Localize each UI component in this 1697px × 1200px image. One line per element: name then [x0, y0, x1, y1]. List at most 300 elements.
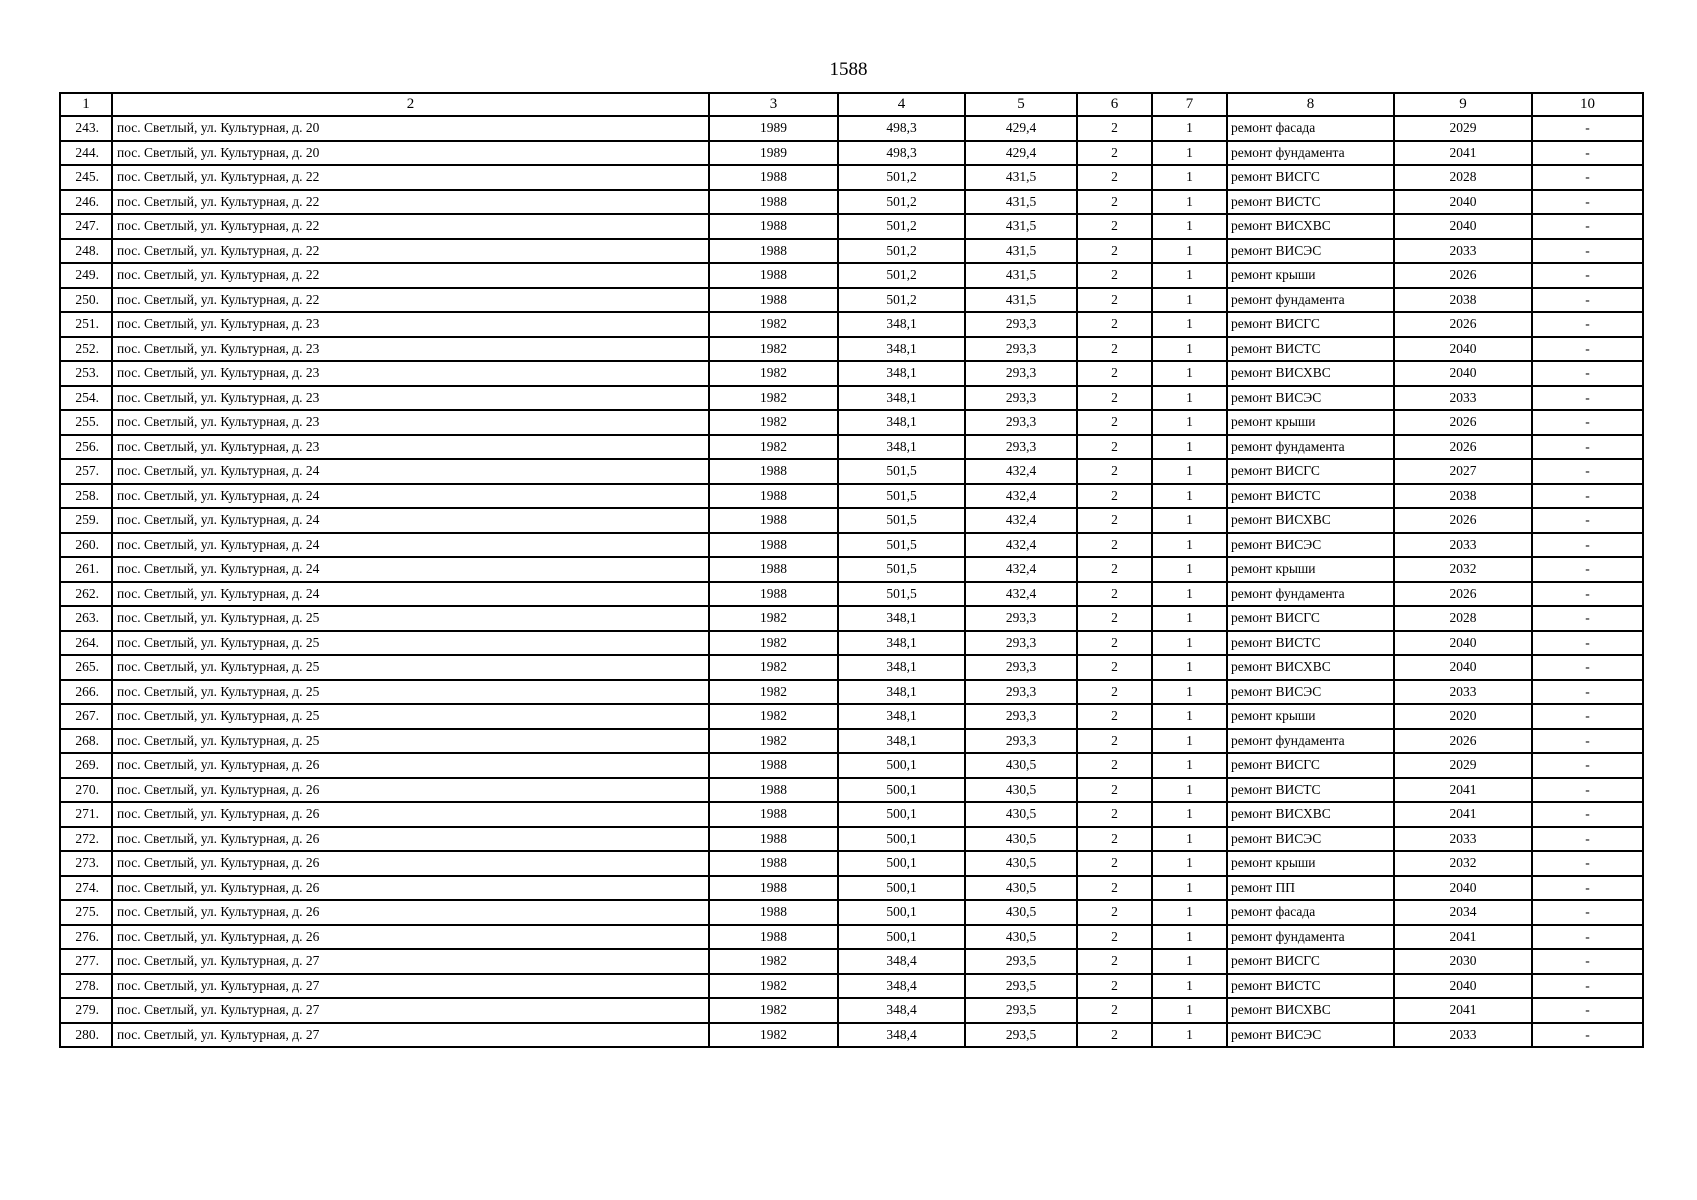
note-cell: - — [1532, 753, 1643, 778]
floors-cell: 2 — [1077, 753, 1152, 778]
entrances-cell: 1 — [1152, 925, 1227, 950]
address-cell: пос. Светлый, ул. Культурная, д. 27 — [112, 974, 709, 999]
note-cell: - — [1532, 165, 1643, 190]
floors-cell: 2 — [1077, 190, 1152, 215]
total-area-cell: 348,1 — [838, 386, 965, 411]
entrances-cell: 1 — [1152, 116, 1227, 141]
row-number-cell: 265. — [60, 655, 112, 680]
note-cell: - — [1532, 827, 1643, 852]
work-type-cell: ремонт ВИСТС — [1227, 337, 1394, 362]
planned-year-cell: 2040 — [1394, 190, 1532, 215]
note-cell: - — [1532, 435, 1643, 460]
entrances-cell: 1 — [1152, 508, 1227, 533]
table-row — [60, 508, 1643, 533]
total-area-cell: 348,1 — [838, 704, 965, 729]
year-built-cell: 1988 — [709, 508, 838, 533]
row-number-cell: 274. — [60, 876, 112, 901]
row-number-cell: 279. — [60, 998, 112, 1023]
year-built-cell: 1988 — [709, 827, 838, 852]
row-number-cell: 255. — [60, 410, 112, 435]
entrances-cell: 1 — [1152, 1023, 1227, 1048]
entrances-cell: 1 — [1152, 753, 1227, 778]
work-type-cell: ремонт ВИСХВС — [1227, 802, 1394, 827]
living-area-cell: 430,5 — [965, 753, 1077, 778]
planned-year-cell: 2040 — [1394, 655, 1532, 680]
year-built-cell: 1988 — [709, 778, 838, 803]
entrances-cell: 1 — [1152, 141, 1227, 166]
row-number-cell: 260. — [60, 533, 112, 558]
living-area-cell: 293,3 — [965, 410, 1077, 435]
total-area-cell: 501,5 — [838, 533, 965, 558]
table-row — [60, 876, 1643, 901]
address-cell: пос. Светлый, ул. Культурная, д. 27 — [112, 998, 709, 1023]
table-row — [60, 361, 1643, 386]
planned-year-cell: 2033 — [1394, 827, 1532, 852]
work-type-cell: ремонт ВИСТС — [1227, 631, 1394, 656]
year-built-cell: 1982 — [709, 631, 838, 656]
total-area-cell: 500,1 — [838, 851, 965, 876]
entrances-cell: 1 — [1152, 827, 1227, 852]
row-number-cell: 270. — [60, 778, 112, 803]
row-number-cell: 247. — [60, 214, 112, 239]
entrances-cell: 1 — [1152, 263, 1227, 288]
note-cell: - — [1532, 655, 1643, 680]
table-row — [60, 729, 1643, 754]
entrances-cell: 1 — [1152, 312, 1227, 337]
note-cell: - — [1532, 778, 1643, 803]
row-number-cell: 258. — [60, 484, 112, 509]
address-cell: пос. Светлый, ул. Культурная, д. 26 — [112, 925, 709, 950]
table-row — [60, 925, 1643, 950]
planned-year-cell: 2041 — [1394, 802, 1532, 827]
planned-year-cell: 2041 — [1394, 998, 1532, 1023]
table-row — [60, 851, 1643, 876]
column-header: 10 — [1532, 93, 1643, 116]
work-type-cell: ремонт ВИСЭС — [1227, 1023, 1394, 1048]
living-area-cell: 293,3 — [965, 631, 1077, 656]
total-area-cell: 500,1 — [838, 827, 965, 852]
floors-cell: 2 — [1077, 141, 1152, 166]
row-number-cell: 261. — [60, 557, 112, 582]
table-row — [60, 533, 1643, 558]
note-cell: - — [1532, 484, 1643, 509]
year-built-cell: 1982 — [709, 704, 838, 729]
planned-year-cell: 2038 — [1394, 484, 1532, 509]
work-type-cell: ремонт ВИСЭС — [1227, 386, 1394, 411]
year-built-cell: 1982 — [709, 729, 838, 754]
address-cell: пос. Светлый, ул. Культурная, д. 22 — [112, 214, 709, 239]
address-cell: пос. Светлый, ул. Культурная, д. 23 — [112, 386, 709, 411]
year-built-cell: 1982 — [709, 998, 838, 1023]
floors-cell: 2 — [1077, 435, 1152, 460]
planned-year-cell: 2038 — [1394, 288, 1532, 313]
total-area-cell: 501,2 — [838, 165, 965, 190]
floors-cell: 2 — [1077, 288, 1152, 313]
row-number-cell: 253. — [60, 361, 112, 386]
column-header: 7 — [1152, 93, 1227, 116]
row-number-cell: 254. — [60, 386, 112, 411]
table-row — [60, 484, 1643, 509]
floors-cell: 2 — [1077, 337, 1152, 362]
note-cell: - — [1532, 1023, 1643, 1048]
entrances-cell: 1 — [1152, 239, 1227, 264]
planned-year-cell: 2034 — [1394, 900, 1532, 925]
work-type-cell: ремонт фасада — [1227, 900, 1394, 925]
address-cell: пос. Светлый, ул. Культурная, д. 25 — [112, 655, 709, 680]
floors-cell: 2 — [1077, 704, 1152, 729]
address-cell: пос. Светлый, ул. Культурная, д. 25 — [112, 631, 709, 656]
note-cell: - — [1532, 974, 1643, 999]
total-area-cell: 500,1 — [838, 802, 965, 827]
floors-cell: 2 — [1077, 851, 1152, 876]
floors-cell: 2 — [1077, 631, 1152, 656]
living-area-cell: 432,4 — [965, 533, 1077, 558]
address-cell: пос. Светлый, ул. Культурная, д. 22 — [112, 190, 709, 215]
total-area-cell: 348,4 — [838, 998, 965, 1023]
work-type-cell: ремонт ВИСЭС — [1227, 680, 1394, 705]
entrances-cell: 1 — [1152, 998, 1227, 1023]
address-cell: пос. Светлый, ул. Культурная, д. 22 — [112, 165, 709, 190]
floors-cell: 2 — [1077, 386, 1152, 411]
note-cell: - — [1532, 631, 1643, 656]
total-area-cell: 348,1 — [838, 337, 965, 362]
work-type-cell: ремонт крыши — [1227, 704, 1394, 729]
year-built-cell: 1988 — [709, 263, 838, 288]
floors-cell: 2 — [1077, 655, 1152, 680]
row-number-cell: 257. — [60, 459, 112, 484]
entrances-cell: 1 — [1152, 459, 1227, 484]
row-number-cell: 246. — [60, 190, 112, 215]
living-area-cell: 293,3 — [965, 435, 1077, 460]
year-built-cell: 1982 — [709, 680, 838, 705]
address-cell: пос. Светлый, ул. Культурная, д. 26 — [112, 802, 709, 827]
year-built-cell: 1982 — [709, 1023, 838, 1048]
column-header: 5 — [965, 93, 1077, 116]
address-cell: пос. Светлый, ул. Культурная, д. 24 — [112, 533, 709, 558]
year-built-cell: 1988 — [709, 288, 838, 313]
planned-year-cell: 2029 — [1394, 753, 1532, 778]
work-type-cell: ремонт ВИСЭС — [1227, 239, 1394, 264]
total-area-cell: 500,1 — [838, 925, 965, 950]
table-row — [60, 1023, 1643, 1048]
entrances-cell: 1 — [1152, 802, 1227, 827]
year-built-cell: 1982 — [709, 655, 838, 680]
floors-cell: 2 — [1077, 925, 1152, 950]
year-built-cell: 1982 — [709, 410, 838, 435]
entrances-cell: 1 — [1152, 974, 1227, 999]
address-cell: пос. Светлый, ул. Культурная, д. 27 — [112, 1023, 709, 1048]
year-built-cell: 1988 — [709, 753, 838, 778]
planned-year-cell: 2040 — [1394, 876, 1532, 901]
row-number-cell: 268. — [60, 729, 112, 754]
entrances-cell: 1 — [1152, 288, 1227, 313]
entrances-cell: 1 — [1152, 533, 1227, 558]
total-area-cell: 500,1 — [838, 900, 965, 925]
table-row — [60, 165, 1643, 190]
table-row — [60, 949, 1643, 974]
planned-year-cell: 2028 — [1394, 606, 1532, 631]
year-built-cell: 1982 — [709, 361, 838, 386]
page-number: 1588 — [829, 59, 868, 80]
year-built-cell: 1988 — [709, 484, 838, 509]
year-built-cell: 1982 — [709, 974, 838, 999]
work-type-cell: ремонт ВИСТС — [1227, 974, 1394, 999]
table-row — [60, 337, 1643, 362]
work-type-cell: ремонт фундамента — [1227, 582, 1394, 607]
year-built-cell: 1982 — [709, 435, 838, 460]
total-area-cell: 498,3 — [838, 116, 965, 141]
note-cell: - — [1532, 998, 1643, 1023]
total-area-cell: 501,2 — [838, 263, 965, 288]
row-number-cell: 243. — [60, 116, 112, 141]
row-number-cell: 266. — [60, 680, 112, 705]
note-cell: - — [1532, 141, 1643, 166]
row-number-cell: 244. — [60, 141, 112, 166]
entrances-cell: 1 — [1152, 900, 1227, 925]
table-header — [60, 93, 1643, 116]
note-cell: - — [1532, 190, 1643, 215]
total-area-cell: 348,4 — [838, 974, 965, 999]
year-built-cell: 1982 — [709, 312, 838, 337]
address-cell: пос. Светлый, ул. Культурная, д. 26 — [112, 827, 709, 852]
floors-cell: 2 — [1077, 508, 1152, 533]
living-area-cell: 430,5 — [965, 851, 1077, 876]
living-area-cell: 432,4 — [965, 582, 1077, 607]
row-number-cell: 277. — [60, 949, 112, 974]
living-area-cell: 429,4 — [965, 116, 1077, 141]
total-area-cell: 501,5 — [838, 582, 965, 607]
table-row — [60, 631, 1643, 656]
living-area-cell: 293,3 — [965, 606, 1077, 631]
row-number-cell: 259. — [60, 508, 112, 533]
entrances-cell: 1 — [1152, 557, 1227, 582]
note-cell: - — [1532, 214, 1643, 239]
row-number-cell: 280. — [60, 1023, 112, 1048]
total-area-cell: 501,5 — [838, 459, 965, 484]
note-cell: - — [1532, 337, 1643, 362]
living-area-cell: 430,5 — [965, 778, 1077, 803]
total-area-cell: 348,4 — [838, 949, 965, 974]
entrances-cell: 1 — [1152, 361, 1227, 386]
address-cell: пос. Светлый, ул. Культурная, д. 20 — [112, 141, 709, 166]
planned-year-cell: 2041 — [1394, 778, 1532, 803]
floors-cell: 2 — [1077, 606, 1152, 631]
note-cell: - — [1532, 582, 1643, 607]
work-type-cell: ремонт крыши — [1227, 851, 1394, 876]
entrances-cell: 1 — [1152, 704, 1227, 729]
address-cell: пос. Светлый, ул. Культурная, д. 23 — [112, 361, 709, 386]
work-type-cell: ремонт ВИСГС — [1227, 753, 1394, 778]
address-cell: пос. Светлый, ул. Культурная, д. 25 — [112, 729, 709, 754]
planned-year-cell: 2026 — [1394, 410, 1532, 435]
year-built-cell: 1988 — [709, 876, 838, 901]
living-area-cell: 293,3 — [965, 704, 1077, 729]
year-built-cell: 1988 — [709, 925, 838, 950]
living-area-cell: 293,3 — [965, 386, 1077, 411]
living-area-cell: 293,5 — [965, 1023, 1077, 1048]
planned-year-cell: 2026 — [1394, 435, 1532, 460]
table-row — [60, 704, 1643, 729]
entrances-cell: 1 — [1152, 410, 1227, 435]
year-built-cell: 1988 — [709, 239, 838, 264]
row-number-cell: 262. — [60, 582, 112, 607]
work-type-cell: ремонт ВИСГС — [1227, 949, 1394, 974]
work-type-cell: ремонт ВИСГС — [1227, 606, 1394, 631]
entrances-cell: 1 — [1152, 337, 1227, 362]
living-area-cell: 430,5 — [965, 876, 1077, 901]
address-cell: пос. Светлый, ул. Культурная, д. 23 — [112, 337, 709, 362]
column-header: 2 — [112, 93, 709, 116]
living-area-cell: 431,5 — [965, 165, 1077, 190]
column-header: 1 — [60, 93, 112, 116]
floors-cell: 2 — [1077, 582, 1152, 607]
living-area-cell: 432,4 — [965, 508, 1077, 533]
row-number-cell: 251. — [60, 312, 112, 337]
living-area-cell: 430,5 — [965, 827, 1077, 852]
note-cell: - — [1532, 239, 1643, 264]
address-cell: пос. Светлый, ул. Культурная, д. 24 — [112, 459, 709, 484]
table-row — [60, 288, 1643, 313]
row-number-cell: 250. — [60, 288, 112, 313]
note-cell: - — [1532, 900, 1643, 925]
note-cell: - — [1532, 312, 1643, 337]
work-type-cell: ремонт ВИСХВС — [1227, 508, 1394, 533]
total-area-cell: 501,2 — [838, 239, 965, 264]
total-area-cell: 348,1 — [838, 631, 965, 656]
note-cell: - — [1532, 680, 1643, 705]
total-area-cell: 501,2 — [838, 190, 965, 215]
year-built-cell: 1989 — [709, 116, 838, 141]
entrances-cell: 1 — [1152, 435, 1227, 460]
entrances-cell: 1 — [1152, 851, 1227, 876]
entrances-cell: 1 — [1152, 214, 1227, 239]
table-row — [60, 827, 1643, 852]
living-area-cell: 430,5 — [965, 900, 1077, 925]
row-number-cell: 263. — [60, 606, 112, 631]
year-built-cell: 1988 — [709, 557, 838, 582]
work-type-cell: ремонт крыши — [1227, 263, 1394, 288]
table-row — [60, 312, 1643, 337]
living-area-cell: 293,3 — [965, 680, 1077, 705]
row-number-cell: 249. — [60, 263, 112, 288]
work-type-cell: ремонт фундамента — [1227, 435, 1394, 460]
entrances-cell: 1 — [1152, 680, 1227, 705]
planned-year-cell: 2041 — [1394, 925, 1532, 950]
total-area-cell: 501,5 — [838, 484, 965, 509]
table-row — [60, 582, 1643, 607]
work-type-cell: ремонт крыши — [1227, 557, 1394, 582]
row-number-cell: 256. — [60, 435, 112, 460]
work-type-cell: ремонт ВИСХВС — [1227, 361, 1394, 386]
entrances-cell: 1 — [1152, 655, 1227, 680]
row-number-cell: 272. — [60, 827, 112, 852]
floors-cell: 2 — [1077, 729, 1152, 754]
table-row — [60, 190, 1643, 215]
total-area-cell: 348,1 — [838, 655, 965, 680]
note-cell: - — [1532, 729, 1643, 754]
planned-year-cell: 2026 — [1394, 729, 1532, 754]
planned-year-cell: 2040 — [1394, 631, 1532, 656]
year-built-cell: 1982 — [709, 386, 838, 411]
table-row — [60, 435, 1643, 460]
living-area-cell: 432,4 — [965, 459, 1077, 484]
living-area-cell: 293,5 — [965, 998, 1077, 1023]
work-type-cell: ремонт ВИСТС — [1227, 484, 1394, 509]
total-area-cell: 348,4 — [838, 1023, 965, 1048]
row-number-cell: 267. — [60, 704, 112, 729]
planned-year-cell: 2033 — [1394, 1023, 1532, 1048]
planned-year-cell: 2032 — [1394, 851, 1532, 876]
floors-cell: 2 — [1077, 263, 1152, 288]
floors-cell: 2 — [1077, 239, 1152, 264]
year-built-cell: 1982 — [709, 949, 838, 974]
address-cell: пос. Светлый, ул. Культурная, д. 27 — [112, 949, 709, 974]
table-row — [60, 680, 1643, 705]
planned-year-cell: 2026 — [1394, 263, 1532, 288]
year-built-cell: 1982 — [709, 606, 838, 631]
floors-cell: 2 — [1077, 459, 1152, 484]
floors-cell: 2 — [1077, 949, 1152, 974]
entrances-cell: 1 — [1152, 484, 1227, 509]
work-type-cell: ремонт ПП — [1227, 876, 1394, 901]
address-cell: пос. Светлый, ул. Культурная, д. 20 — [112, 116, 709, 141]
row-number-cell: 248. — [60, 239, 112, 264]
floors-cell: 2 — [1077, 484, 1152, 509]
planned-year-cell: 2040 — [1394, 214, 1532, 239]
living-area-cell: 293,5 — [965, 974, 1077, 999]
floors-cell: 2 — [1077, 312, 1152, 337]
entrances-cell: 1 — [1152, 190, 1227, 215]
year-built-cell: 1988 — [709, 190, 838, 215]
planned-year-cell: 2040 — [1394, 361, 1532, 386]
header-row — [60, 93, 1643, 116]
address-cell: пос. Светлый, ул. Культурная, д. 26 — [112, 900, 709, 925]
work-type-cell: ремонт ВИСГС — [1227, 312, 1394, 337]
column-header: 9 — [1394, 93, 1532, 116]
total-area-cell: 501,5 — [838, 508, 965, 533]
year-built-cell: 1988 — [709, 851, 838, 876]
note-cell: - — [1532, 533, 1643, 558]
floors-cell: 2 — [1077, 116, 1152, 141]
year-built-cell: 1988 — [709, 802, 838, 827]
work-type-cell: ремонт ВИСГС — [1227, 165, 1394, 190]
note-cell: - — [1532, 876, 1643, 901]
table-body — [60, 116, 1643, 1047]
total-area-cell: 500,1 — [838, 778, 965, 803]
address-cell: пос. Светлый, ул. Культурная, д. 22 — [112, 263, 709, 288]
living-area-cell: 431,5 — [965, 288, 1077, 313]
column-header: 3 — [709, 93, 838, 116]
total-area-cell: 501,2 — [838, 214, 965, 239]
work-type-cell: ремонт ВИСТС — [1227, 778, 1394, 803]
table-row — [60, 263, 1643, 288]
planned-year-cell: 2040 — [1394, 974, 1532, 999]
floors-cell: 2 — [1077, 778, 1152, 803]
table-row — [60, 606, 1643, 631]
year-built-cell: 1982 — [709, 337, 838, 362]
floors-cell: 2 — [1077, 361, 1152, 386]
entrances-cell: 1 — [1152, 386, 1227, 411]
planned-year-cell: 2032 — [1394, 557, 1532, 582]
year-built-cell: 1988 — [709, 900, 838, 925]
entrances-cell: 1 — [1152, 165, 1227, 190]
note-cell: - — [1532, 508, 1643, 533]
note-cell: - — [1532, 557, 1643, 582]
floors-cell: 2 — [1077, 827, 1152, 852]
row-number-cell: 271. — [60, 802, 112, 827]
row-number-cell: 275. — [60, 900, 112, 925]
work-type-cell: ремонт крыши — [1227, 410, 1394, 435]
